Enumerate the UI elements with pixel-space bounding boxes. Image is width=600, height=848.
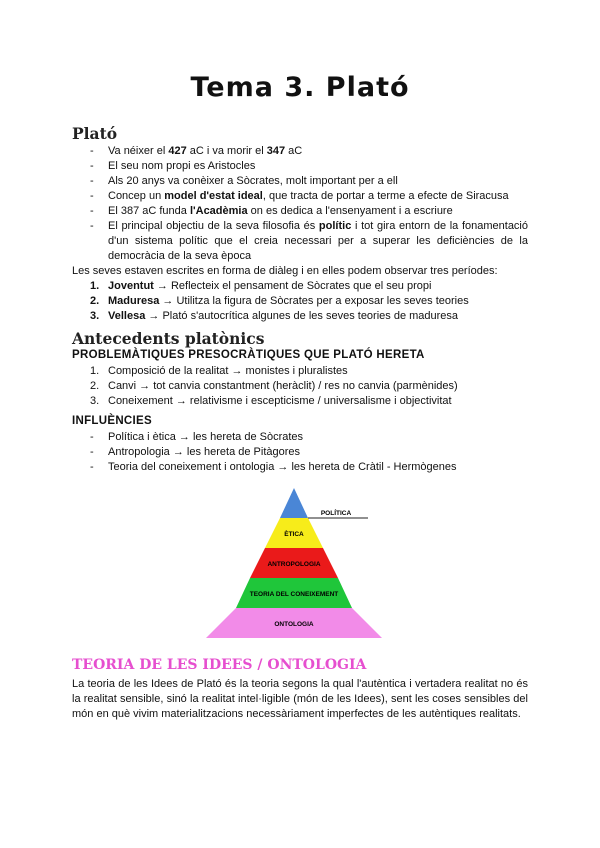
section-heading-plato: Plató [72, 124, 118, 143]
item-number: 3. [90, 395, 100, 407]
pyramid-label-antropologia: ANTROPOLOGIA [267, 561, 321, 568]
subheading-influencies: INFLUÈNCIES [72, 415, 152, 427]
bullet-dash: - [90, 175, 94, 187]
period-joventut: Joventut → Reflecteix el pensament de Sòcrates que el seu propi [108, 280, 432, 292]
period-number: 1. [90, 280, 100, 292]
pyramid-label-etica: ÈTICA [284, 531, 304, 538]
item-composicio: Composició de la realitat → monistes i pluralistes [108, 365, 348, 377]
influence-teoria: Teoria del coneixement i ontologia → les hereta de Cràtil - Hermògenes [108, 461, 457, 473]
bullet-model-estat: Concep un model d'estat ideal, que tracta de portar a terme a efecte de Siracusa [108, 190, 509, 202]
influence-politica: Política i ètica → les hereta de Sòcrates [108, 431, 304, 443]
page-title: Tema 3. Plató [190, 72, 410, 103]
period-number: 3. [90, 310, 100, 322]
periods-intro: Les seves estaven escrites en forma de diàleg i en elles podem observar tres períodes: [72, 265, 498, 277]
period-number: 2. [90, 295, 100, 307]
teoria-idees-paragraph: La teoria de les Idees de Plató és la teoria segons la qual l'autèntica i vertadera realitat no és la realitat sensible, sinó la realitat intel·ligible (món de les Idees), sent les coses sensibles del món en què vivim materialitzacions necessàriament imperfectes de les autèntiques realitats. [72, 678, 528, 720]
period-maduresa: Maduresa → Utilitza la figura de Sòcrates per a exposar les seves teories [108, 295, 469, 307]
period-vellesa: Vellesa → Plató s'autocrítica algunes de les seves teories de maduresa [108, 310, 459, 322]
subheading-problematiques: PROBLEMÀTIQUES PRESOCRÀTIQUES QUE PLATÓ HERETA [72, 349, 425, 361]
item-canvi: Canvi → tot canvia constantment (heràclit) / res no canvia (parmènides) [108, 380, 458, 392]
bullet-academia: El 387 aC funda l'Acadèmia on es dedica a l'ensenyament i a escriure [108, 205, 453, 217]
bullet-birth: Va néixer el 427 aC i va morir el 347 aC [108, 145, 303, 157]
section-heading-antecedents: Antecedents platònics [72, 329, 265, 348]
bullet-dash: - [90, 461, 94, 473]
item-coneixement: Coneixement → relativisme i escepticisme / universalisme i objectivitat [108, 395, 452, 407]
pyramid-label-coneixement: TEORIA DEL CONEIXEMENT [249, 591, 339, 598]
item-number: 1. [90, 365, 100, 377]
pyramid-level-politica [280, 488, 308, 518]
bullet-dash: - [90, 145, 94, 157]
section-heading-teoria-idees: TEORIA DE LES IDEES / ONTOLOGIA [72, 657, 367, 673]
bullet-dash: - [90, 190, 94, 202]
bullet-dash: - [90, 446, 94, 458]
bullet-dash: - [90, 205, 94, 217]
bullet-dash: - [90, 160, 94, 172]
bullet-name: El seu nom propi es Aristocles [108, 160, 256, 172]
bullet-dash: - [90, 431, 94, 443]
bullet-objectiu-politic: El principal objectiu de la seva filosofia és polític i tot gira entorn de la fonamentació d'un sistema polític que el creia necessari per a superar les deficiències de la democràcia de la seva època [108, 220, 528, 262]
bullet-dash: - [90, 220, 94, 232]
influence-antropologia: Antropologia → les hereta de Pitàgores [108, 446, 301, 458]
item-number: 2. [90, 380, 100, 392]
bullet-socrates: Als 20 anys va conèixer a Sòcrates, molt important per a ell [108, 175, 398, 187]
pyramid-label-politica: POLÍTICA [320, 510, 352, 517]
pyramid-label-ontologia: ONTOLOGIA [274, 621, 314, 628]
